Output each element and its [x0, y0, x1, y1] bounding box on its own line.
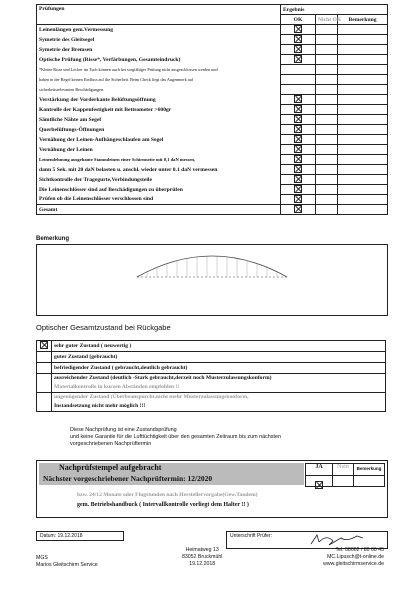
- check-label: Sämtliche Nähte am Segel: [37, 115, 281, 125]
- ok-cell: [281, 175, 316, 185]
- check-row: [37, 135, 388, 145]
- check-table: [36, 4, 388, 215]
- date-box: Datum: 19.12.2018: [36, 531, 124, 541]
- check-label: Die Leinenschlösser sind auf Beschädigungen zu überprüfen: [37, 185, 281, 195]
- check-row: [37, 95, 388, 105]
- nicht-ok-header: Nicht OK: [316, 15, 338, 25]
- street: Heimatweg 13: [185, 547, 219, 553]
- condition-row: [37, 352, 386, 363]
- check-label: Prüfen ob die Leinenschlösser verschlossen sind: [37, 195, 281, 205]
- condition-text: ausreichender Zustand (deutlich -Stark gebraucht,derzeit noch Musterzulassungskonform): [54, 375, 272, 381]
- ja-label: JA: [315, 464, 323, 470]
- nicht-ok-cell: [316, 155, 338, 165]
- condition-text: sehr guter Zustand ( neuwertig ): [54, 342, 132, 349]
- check-row: [37, 155, 388, 165]
- check-label: Querbelüftungs-Öffnungen: [37, 125, 281, 135]
- check-label: Vernähung der Leinen: [37, 145, 281, 155]
- signature-mark: [307, 532, 367, 548]
- ok-cell: [281, 95, 316, 105]
- ok-cell: [281, 45, 316, 55]
- check-row: [37, 185, 388, 195]
- check-row: [37, 55, 388, 65]
- check-row: [37, 125, 388, 135]
- condition-label: [52, 341, 386, 352]
- remark-cell: [338, 35, 388, 45]
- nein-label: Nein: [337, 464, 349, 470]
- checkbox-checked: [294, 105, 302, 113]
- remark-cell: [338, 155, 388, 165]
- remark-cell: [338, 135, 388, 145]
- condition-row: [37, 393, 386, 412]
- remark-cell: [338, 115, 388, 125]
- condition-label: [52, 374, 386, 393]
- remark-cell: [338, 105, 388, 115]
- checkbox-checked: [294, 155, 302, 163]
- nicht-ok-cell: [316, 205, 338, 215]
- email: MC.Lipusch@t-online.de: [327, 554, 384, 560]
- city: 83052 Bruckmühl: [182, 554, 223, 560]
- remark-cell: [338, 205, 388, 215]
- nicht-ok-cell: [316, 185, 338, 195]
- bemerkung-box: [36, 244, 388, 316]
- stamp-box: [36, 460, 388, 518]
- ok-header: OK: [281, 15, 316, 25]
- condition-checkbox: [37, 341, 52, 352]
- footer-left: [36, 555, 98, 569]
- condition-subtext: Instandsetzung nicht mehr möglich !!!: [54, 403, 146, 409]
- remark-cell: [338, 165, 388, 175]
- zustand-table: [36, 340, 386, 412]
- manual-note: gem. Betriebshandbuck ( Intervallkontrolle vorliegt dem Halter !! ): [77, 502, 249, 508]
- zustand-title: Optischer Gesamtzustand bei Rückgabe: [36, 323, 171, 332]
- ergebnis-header: Ergebnis: [281, 5, 388, 15]
- checkbox-checked: [294, 195, 302, 203]
- note-line: sicherheitsrelevanten Beschädigungen.: [37, 85, 281, 95]
- remark-cell: [338, 195, 388, 205]
- check-row: [37, 205, 388, 215]
- nicht-ok-cell: [316, 135, 338, 145]
- check-label: Gesamt: [37, 205, 281, 215]
- disclaimer-line: vorgeschriebenen Nachprüftermin: [70, 441, 152, 447]
- check-label: Leinenlängen gem.Vermessung: [37, 25, 281, 35]
- condition-checkbox: [37, 352, 52, 363]
- remark-cell: [338, 125, 388, 135]
- check-row: [37, 45, 388, 55]
- check-label: Sichtkontrolle der Tragegurte,Verbindungsteile: [37, 175, 281, 185]
- condition-label: [52, 352, 386, 363]
- bemerkung-header: Bemerkung: [338, 15, 388, 25]
- company-abbr: MGS: [36, 555, 48, 561]
- check-row: [37, 115, 388, 125]
- ok-cell: [281, 35, 316, 45]
- checkbox-checked: [294, 185, 302, 193]
- checkbox-checked: [294, 25, 302, 33]
- remark-cell: [338, 175, 388, 185]
- nicht-ok-cell: [316, 35, 338, 45]
- checkbox-checked: [294, 45, 302, 53]
- nicht-ok-cell: [316, 175, 338, 185]
- nein-checkbox-cell: [332, 475, 354, 487]
- condition-row: [37, 341, 386, 352]
- stamp-bemerkung-label: Bemerkung: [356, 466, 382, 471]
- stamp-title: Nachprüfstempel aufgebracht: [59, 463, 162, 472]
- ja-checkbox-cell: [305, 475, 333, 487]
- condition-text: ungenügender Zustand (Überbeanspurcht,nicht mehr Musterzulassungskonform,: [54, 394, 249, 400]
- check-label: Symetrie des Gleitsegel: [37, 35, 281, 45]
- ok-cell: [281, 25, 316, 35]
- check-label: Vernähung der Leinen-Aufhängeschlaufen am Segel: [37, 135, 281, 145]
- check-row: [37, 145, 388, 155]
- ok-cell: [281, 55, 316, 65]
- checkbox-checked: [315, 481, 323, 489]
- nicht-ok-cell: [316, 95, 338, 105]
- ok-cell: [281, 125, 316, 135]
- disclaimer-line: Diese Nachprüfung ist eine Zustandsprüfung: [70, 427, 177, 433]
- nicht-ok-cell: [316, 45, 338, 55]
- remark-cell: [338, 185, 388, 195]
- checkbox-checked: [294, 135, 302, 143]
- check-row: [37, 25, 388, 35]
- remark-cell: [338, 45, 388, 55]
- checkbox-checked: [294, 125, 302, 133]
- check-label: Leinendehnung ausgebaute Stammleinen einer Schirmseite mit 0,1 daN messen,: [37, 155, 281, 165]
- nicht-ok-cell: [316, 115, 338, 125]
- condition-checkbox: [37, 374, 52, 393]
- interval-note: bzw. 24/12 Monate oder Flugstunden nach Herstellervorgabe(Gew.Tandem): [77, 492, 258, 498]
- check-row: [37, 195, 388, 205]
- nicht-ok-cell: [316, 25, 338, 35]
- checks-title: Prüfungen: [37, 5, 281, 25]
- condition-checkbox: [37, 393, 52, 412]
- note-line: *Kleine Risse und Löcher im Tuch können auch bei sorgfältiger Prüfung nicht ausgeschlossen werden und: [37, 65, 281, 75]
- check-label: Verstärkung der Vorderkante Belüftungsöffnung: [37, 95, 281, 105]
- disclaimer-line: und keine Garantie für die Lufttüchtigkeit über den gesamten Zeitraum bis zum nächsten: [70, 434, 281, 440]
- condition-label: [52, 393, 386, 412]
- remark-cell: [338, 25, 388, 35]
- next-inspection: Nächster vorgeschriebener Nachprüftermin: 12/2020: [43, 474, 213, 483]
- signature-label: Unterschrift Prüfer:: [230, 533, 272, 539]
- check-label: Optische Prüfung (Risse*, Verfärbungen, Gesamteindruck): [37, 55, 281, 65]
- nicht-ok-cell: [316, 195, 338, 205]
- checkbox-checked: [294, 145, 302, 153]
- check-row: [37, 105, 388, 115]
- condition-label: [52, 363, 386, 374]
- check-row: [37, 35, 388, 45]
- ok-cell: [281, 155, 316, 165]
- ok-cell: [281, 195, 316, 205]
- checkbox-checked: [294, 55, 302, 63]
- condition-subtext: Materialkontrolle in kurzen Abständen empfohlen !!: [54, 384, 180, 390]
- nicht-ok-cell: [316, 165, 338, 175]
- stamp-remark-cell: [353, 475, 385, 487]
- ok-cell: [281, 105, 316, 115]
- checkbox-checked: [294, 95, 302, 103]
- disclaimer: [70, 427, 360, 448]
- nicht-ok-cell: [316, 125, 338, 135]
- condition-text: guter Zustand (gebraucht): [54, 353, 118, 360]
- checkbox-checked: [294, 115, 302, 123]
- remark-cell: [338, 145, 388, 155]
- condition-checkbox: [37, 363, 52, 374]
- footer-date: 19.12.2018: [189, 561, 216, 567]
- ok-cell: [281, 135, 316, 145]
- ok-cell: [281, 145, 316, 155]
- check-label: Kontrolle der Kappenfestigkeit mit Bettsometer >600gr: [37, 105, 281, 115]
- condition-row: [37, 363, 386, 374]
- remark-cell: [338, 95, 388, 105]
- company-name: Marios Gleitschirm Service: [36, 562, 98, 568]
- check-row: [37, 175, 388, 185]
- checkbox-checked: [294, 175, 302, 183]
- checkbox-checked: [40, 341, 48, 349]
- condition-row: [37, 374, 386, 393]
- check-row: [37, 165, 388, 175]
- ok-cell: [281, 115, 316, 125]
- nicht-ok-cell: [316, 105, 338, 115]
- nicht-ok-cell: [316, 145, 338, 155]
- nicht-ok-cell: [316, 55, 338, 65]
- ok-cell: [281, 205, 316, 215]
- check-label: Symetrie der Bremsen: [37, 45, 281, 55]
- phone: Tel: 08062 / 80 00 45: [335, 547, 384, 553]
- checkbox-checked: [294, 35, 302, 43]
- footer-mid: [182, 547, 222, 568]
- ok-cell: [281, 185, 316, 195]
- website: www.gleitschirmservice.de: [323, 561, 384, 567]
- footer-right: [292, 547, 384, 568]
- ok-cell: [281, 165, 316, 175]
- remark-cell: [338, 55, 388, 65]
- checkbox-checked: [294, 165, 302, 173]
- condition-text: befriedigender Zustand ( gebraucht,deutlich gebraucht): [54, 364, 188, 371]
- canopy-sketch: [37, 245, 387, 315]
- check-label: dann 5 Sek. mit 20 daN belasten u. anschl. wieder unter 0.1 daN vermessen: [37, 165, 281, 175]
- checkbox-checked: [294, 205, 302, 213]
- bemerkung-title: Bemerkung: [36, 236, 70, 242]
- note-line: haben in der Regel keinen Einfluss auf die Sicherheit. Beim Check liegt das Augenmerk auf: [37, 75, 281, 85]
